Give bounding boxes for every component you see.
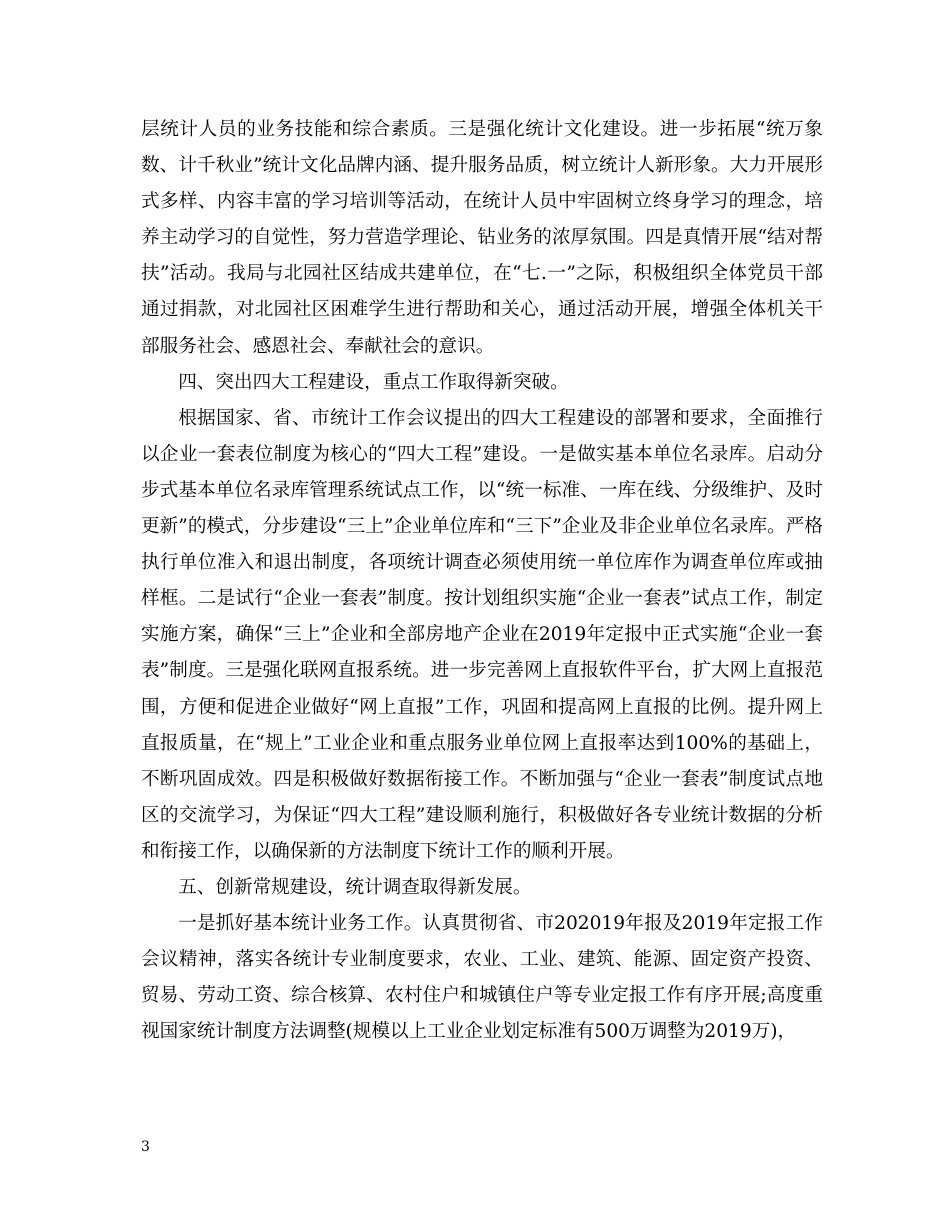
section-heading-4: 四、突出四大工程建设，重点工作取得新突破。 <box>178 371 569 393</box>
paragraph-3: 根据国家、省、市统计工作会议提出的四大工程建设的部署和要求，全面推行以企业一套表位制度为核心的“四大工程”建设。一是做实基本单位名录库。启动分步式基本单位名录库管理系统试点工作，以“统一标准、一库在线、分级维护、及时更新”的模式，分步建设“三上”企业单位库和“三下”企业及非企业单位名录库。严格执行单位准入和退出制度，各项统计调查必须使用统一单位库作为调查单位库或抽样框。二是试行“企业一套表”制度。按计划组织实施“企业一套表”试点工作，制定实施方案，确保“三上”企业和全部房地产企业在2019年定报中正式实施“企业一套表”制度。三是强化联网直报系统。进一步完善网上直报软件平台，扩大网上直报范围，方便和促进企业做好“网上直报”工作，巩固和提高网上直报的比例。提升网上直报质量，在“规上”工业企业和重点服务业单位网上直报率达到100%的基础上，不断巩固成效。四是积极做好数据衔接工作。不断加强与“企业一套表”制度试点地区的交流学习，为保证“四大工程”建设顺利施行，积极做好各专业统计数据的分析和衔接工作，以确保新的方法制度下统计工作的顺利开展。 <box>141 407 823 862</box>
paragraph-5: 一是抓好基本统计业务工作。认真贯彻省、市202019年报及2019年定报工作会议精神，落实各统计专业制度要求，农业、工业、建筑、能源、固定资产投资、贸易、劳动工资、综合核算、农村住户和城镇住户等专业定报工作有序开展;高度重视国家统计制度方法调整(规模以上工业企业划定标准有500万调整为2019万)， <box>141 913 823 1043</box>
document-body <box>141 112 823 1050</box>
section-heading-5: 五、创新常规建设，统计调查取得新发展。 <box>178 876 532 898</box>
paragraph-1: 层统计人员的业务技能和综合素质。三是强化统计文化建设。进一步拓展“统万象数、计千秋业”统计文化品牌内涵、提升服务品质，树立统计人新形象。大力开展形式多样、内容丰富的学习培训等活动，在统计人员中牢固树立终身学习的理念，培养主动学习的自觉性，努力营造学理论、钻业务的浓厚氛围。四是真情开展“结对帮扶”活动。我局与北园社区结成共建单位，在“七.一”之际，积极组织全体党员干部通过捐款，对北园社区困难学生进行帮助和关心，通过活动开展，增强全体机关干部服务社会、感恩社会、奉献社会的意识。 <box>141 119 823 357</box>
page-number: 3 <box>141 1139 150 1155</box>
